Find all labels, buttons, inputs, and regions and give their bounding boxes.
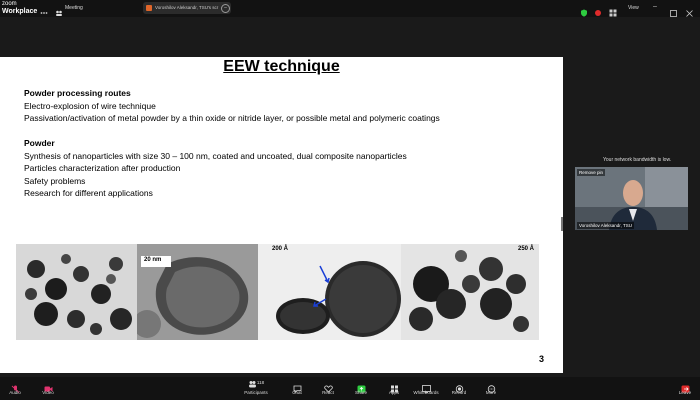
- top-bar: [0, 0, 700, 17]
- react-button[interactable]: [313, 380, 343, 395]
- shared-screen-area: [0, 17, 563, 377]
- apps-icon: [390, 380, 399, 388]
- participants-button[interactable]: [241, 380, 271, 395]
- zoom-logo: [2, 1, 37, 15]
- whiteboards-label: Whiteboards: [413, 390, 439, 395]
- micrograph-1: [16, 244, 137, 340]
- record-label: Record: [451, 390, 467, 395]
- recording-icon[interactable]: [594, 4, 602, 12]
- logo-line1: zoom: [2, 1, 17, 7]
- share-label: Share: [354, 390, 367, 395]
- bullet-line: Particles characterization after production: [24, 163, 181, 173]
- bullet-line: Safety problems: [24, 175, 86, 186]
- maximize-icon[interactable]: [670, 4, 678, 12]
- scale-label: 200 Å: [272, 246, 289, 252]
- video-button[interactable]: [33, 380, 63, 395]
- slide-page-number: 3: [539, 354, 545, 364]
- chat-icon: [293, 380, 302, 388]
- apps-button[interactable]: [379, 380, 409, 395]
- presentation-slide: [0, 57, 563, 373]
- security-shield-icon[interactable]: [580, 4, 588, 12]
- scale-label: 250 Å: [518, 246, 535, 252]
- record-button[interactable]: [444, 380, 474, 395]
- share-label: Voroshilov Aleksandr, TSU's scr: [155, 5, 219, 10]
- bullet-line: Synthesis of nanoparticles with size 30 – 100 nm, coated and uncoated, dual composite nanoparticles: [24, 150, 407, 161]
- chat-label: Chat: [292, 390, 302, 395]
- apps-grid-icon[interactable]: [609, 4, 617, 12]
- video-label: Video: [42, 390, 54, 395]
- share-badge-icon: [146, 5, 152, 11]
- stop-share-view-icon[interactable]: –: [221, 4, 230, 13]
- whiteboards-button[interactable]: [411, 380, 441, 395]
- more-label: More: [485, 390, 497, 395]
- participants-count: 118: [256, 380, 265, 385]
- leave-label: Leave: [678, 390, 692, 395]
- more-icon: [487, 380, 496, 388]
- remove-pin-button[interactable]: Remove pin: [579, 170, 604, 175]
- logo-line2: Workplace: [2, 8, 38, 15]
- section-processing: [24, 87, 440, 125]
- more-button[interactable]: [476, 380, 506, 395]
- view-menu[interactable]: View: [628, 5, 639, 11]
- meeting-label[interactable]: Meeting: [65, 5, 83, 11]
- section-heading: Powder: [24, 138, 55, 148]
- screen-share-indicator[interactable]: [143, 2, 231, 14]
- record-icon: [455, 380, 464, 388]
- chat-button[interactable]: [282, 380, 312, 395]
- section-powder: [24, 137, 407, 200]
- audio-button[interactable]: [0, 380, 30, 395]
- scale-label: 20 nm: [144, 257, 162, 263]
- whiteboard-icon: [422, 380, 431, 388]
- participant-video-tile[interactable]: [575, 167, 688, 230]
- more-dots-icon[interactable]: [40, 4, 48, 12]
- micrograph-3: [258, 244, 401, 340]
- heart-icon: [324, 380, 333, 388]
- mic-muted-icon: [11, 380, 20, 388]
- bandwidth-notice: Your network bandwidth is low.: [603, 157, 672, 163]
- participant-name: Voroshilov Aleksandr, TSU: [579, 223, 632, 228]
- bullet-line: Passivation/activation of metal powder by a thin oxide or nitride layer, or possible metal and polymeric coatings: [24, 113, 440, 123]
- section-heading: Powder processing routes: [24, 88, 131, 98]
- slide-title: EEW technique: [223, 58, 340, 75]
- micrograph-2: [137, 244, 258, 340]
- close-icon[interactable]: [686, 4, 694, 12]
- micrograph-4: [401, 244, 539, 340]
- minimize-icon[interactable]: –: [653, 3, 657, 10]
- participants-label: Participants: [244, 390, 268, 395]
- leave-button[interactable]: [670, 380, 700, 395]
- react-label: React: [322, 390, 334, 395]
- apps-label: Apps: [388, 390, 400, 395]
- share-screen-icon: [357, 380, 366, 388]
- share-button[interactable]: [346, 380, 376, 395]
- bullet-line: Research for different applications: [24, 188, 153, 198]
- audio-label: Audio: [9, 390, 21, 395]
- participants-icon: [246, 380, 266, 388]
- leave-icon: [681, 380, 690, 388]
- meeting-toolbar: [0, 377, 700, 400]
- camera-off-icon: [44, 380, 53, 388]
- bullet-line: Electro-explosion of wire technique: [24, 100, 156, 111]
- meeting-icon: [55, 4, 63, 12]
